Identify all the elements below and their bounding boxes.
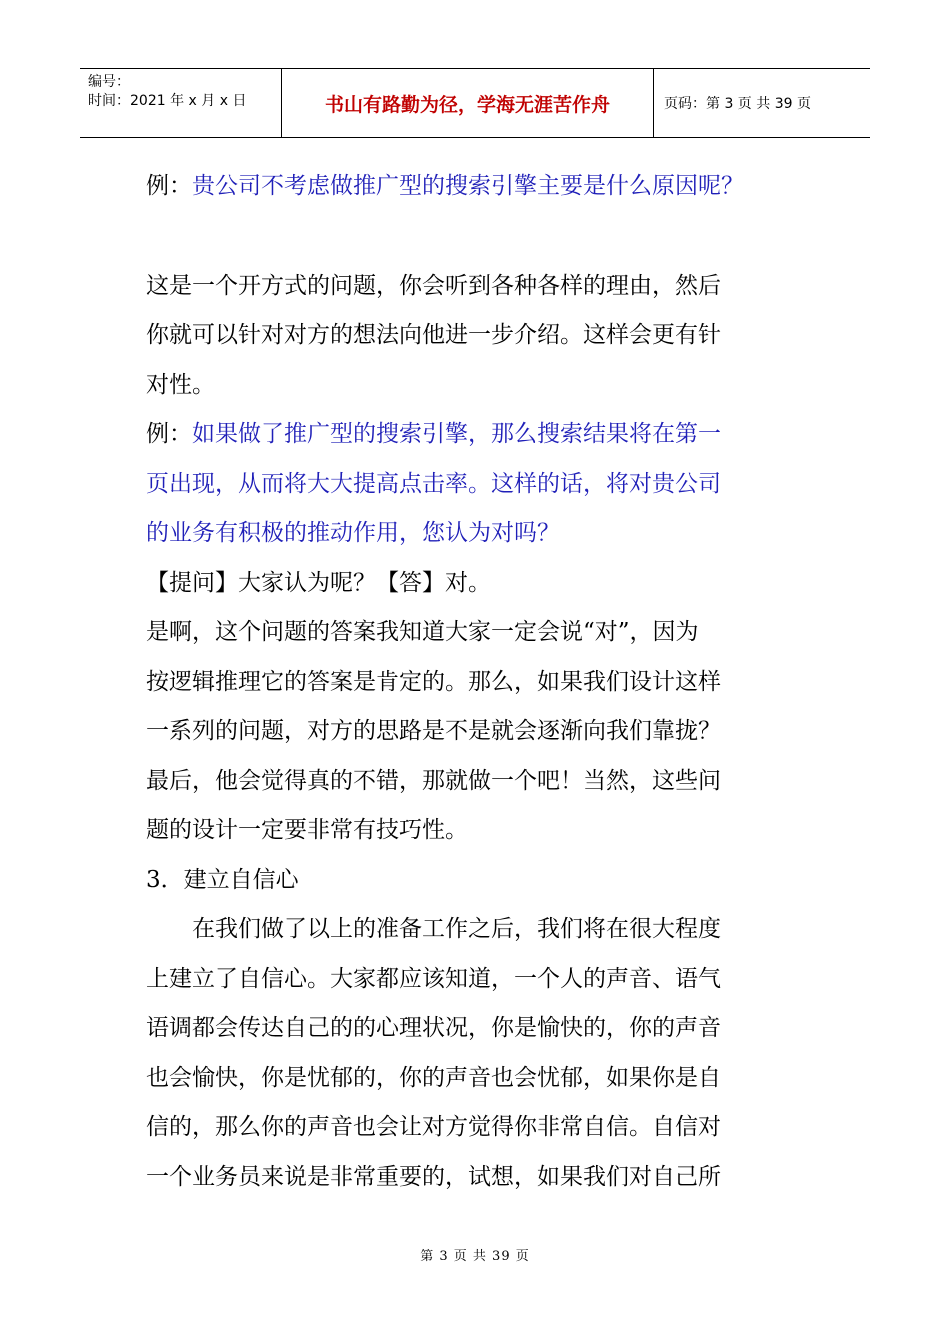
document-body bbox=[146, 162, 816, 1202]
paragraph-line: 一系列的问题，对方的思路是不是就会逐渐向我们靠拢？ bbox=[146, 718, 721, 744]
page-header bbox=[80, 68, 870, 138]
paragraph-line: 最后，他会觉得真的不错，那就做一个吧！当然，这些问 bbox=[146, 767, 721, 794]
header-meta bbox=[80, 69, 282, 137]
example-text-line: 的业务有积极的推动作用，您认为对吗？ bbox=[146, 520, 560, 546]
paragraph-line: 对性。 bbox=[146, 371, 215, 398]
paragraph-line: 是啊，这个问题的答案我知道大家一定会说“对”，因为 bbox=[146, 619, 699, 645]
example-text-line: 页出现，从而将大大提高点击率。这样的话，将对贵公司 bbox=[146, 470, 721, 497]
paragraph-line: 上建立了自信心。大家都应该知道，一个人的声音、语气 bbox=[146, 965, 721, 992]
example-question-1 bbox=[146, 162, 816, 212]
date-label: 时间：2021 年 x 月 x 日 bbox=[88, 93, 247, 109]
example-prefix: 例： bbox=[146, 421, 192, 447]
paragraph-line: 信的，那么你的声音也会让对方觉得你非常自信。自信对 bbox=[146, 1114, 721, 1140]
spacer bbox=[146, 212, 816, 262]
example-text: 贵公司不考虑做推广型的搜索引擎主要是什么原因呢？ bbox=[192, 173, 744, 199]
paragraph-line: 在我们做了以上的准备工作之后，我们将在很大程度 bbox=[146, 916, 721, 942]
qa-line: 【提问】大家认为呢？【答】对。 bbox=[146, 569, 491, 596]
paragraph-line: 你就可以针对对方的想法向他进一步介绍。这样会更有针 bbox=[146, 322, 721, 348]
example-question-2 bbox=[146, 410, 816, 460]
section-title: 3．建立自信心 bbox=[146, 866, 299, 893]
paragraph-line: 按逻辑推理它的答案是肯定的。那么，如果我们设计这样 bbox=[146, 668, 721, 695]
page-footer: 第 3 页 共 39 页 bbox=[420, 1249, 530, 1264]
paragraph-line: 题的设计一定要非常有技巧性。 bbox=[146, 817, 468, 843]
paragraph-line: 一个业务员来说是非常重要的，试想，如果我们对自己所 bbox=[146, 1163, 721, 1190]
number-label: 编号： bbox=[88, 74, 130, 90]
header-page-info: 页码：第 3 页 共 39 页 bbox=[664, 96, 811, 112]
example-prefix: 例： bbox=[146, 173, 192, 199]
paragraph-line: 这是一个开方式的问题，你会听到各种各样的理由，然后 bbox=[146, 272, 721, 299]
header-motto: 书山有路勤为径，学海无涯苦作舟 bbox=[282, 69, 654, 137]
paragraph-line: 语调都会传达自己的的心理状况，你是愉快的，你的声音 bbox=[146, 1015, 721, 1041]
example-text: 如果做了推广型的搜索引擎，那么搜索结果将在第一 bbox=[192, 421, 721, 447]
paragraph-line: 也会愉快，你是忧郁的，你的声音也会忧郁，如果你是自 bbox=[146, 1064, 721, 1091]
